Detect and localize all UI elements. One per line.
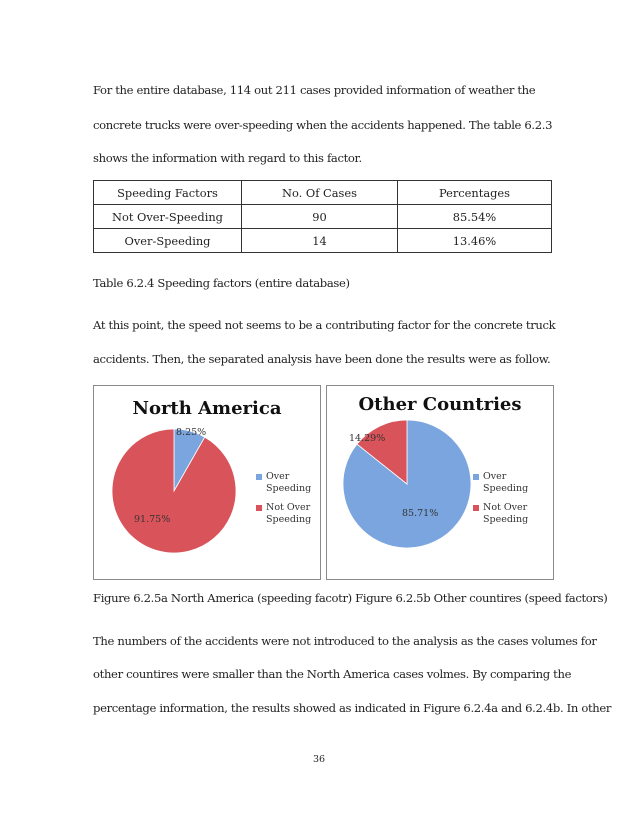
legend-text: Speeding — [266, 483, 312, 494]
legend-text: Not Over — [266, 502, 311, 513]
table-cell: 13.46% — [398, 229, 552, 253]
table-cell: 85.54% — [398, 205, 552, 229]
legend-text: Speeding — [483, 483, 529, 494]
legend — [256, 471, 311, 533]
paragraph-3-line-1: The numbers of the accidents were not introduced to the analysis as the cases volumes for — [93, 634, 597, 648]
legend — [473, 471, 528, 533]
table-cell: Not Over-Speeding — [94, 205, 242, 229]
chart-title: Other Countries — [358, 394, 522, 415]
table-caption: Table 6.2.4 Speeding factors (entire database) — [93, 276, 350, 290]
legend-item-over — [256, 471, 311, 495]
legend-text: Speeding — [483, 514, 529, 525]
north-america-chart — [93, 385, 321, 580]
table-header-cell: No. Of Cases — [242, 181, 398, 205]
legend-swatch-over — [473, 474, 479, 480]
table-header-row — [94, 181, 552, 205]
paragraph-1-line-1: For the entire database, 114 out 211 cases provided information of weather the — [93, 83, 536, 97]
legend-text: Over — [483, 471, 507, 482]
page-number: 36 — [312, 754, 326, 765]
paragraph-1-line-2: concrete trucks were over-speeding when the accidents happened. The table 6.2.3 — [93, 118, 553, 132]
table-row — [94, 229, 552, 253]
data-label-over: 8.25% — [176, 427, 207, 438]
pie-slice-not-over-speeding — [112, 429, 236, 553]
other-countries-chart — [326, 385, 554, 580]
paragraph-2-line-1: At this point, the speed not seems to be a contributing factor for the concrete truck — [93, 318, 556, 332]
legend-text: Speeding — [266, 514, 312, 525]
paragraph-3-line-3: percentage information, the results showed as indicated in Figure 6.2.4a and 6.2.4b. In other — [93, 701, 612, 715]
speeding-factors-table — [93, 180, 552, 253]
data-label-over: 85.71% — [402, 508, 439, 519]
legend-text: Not Over — [483, 502, 528, 513]
data-label-not-over: 14.29% — [349, 433, 386, 444]
legend-swatch-not-over — [473, 505, 479, 511]
data-label-not-over: 91.75% — [134, 514, 171, 525]
paragraph-2-line-2: accidents. Then, the separated analysis have been done the results were as follow. — [93, 352, 551, 366]
table-cell: Over-Speeding — [94, 229, 242, 253]
table-cell: 90 — [242, 205, 398, 229]
paragraph-3-line-2: other countires were smaller than the North America cases volmes. By comparing the — [93, 667, 572, 681]
legend-item-not-over — [473, 502, 528, 526]
legend-swatch-not-over — [256, 505, 262, 511]
table-row — [94, 205, 552, 229]
table-cell: 14 — [242, 229, 398, 253]
paragraph-1-line-3: shows the information with regard to this factor. — [93, 151, 362, 165]
legend-item-not-over — [256, 502, 311, 526]
chart-title: North America — [132, 398, 282, 419]
table-header-cell: Speeding Factors — [94, 181, 242, 205]
legend-text: Over — [266, 471, 290, 482]
figure-caption: Figure 6.2.5a North America (speeding facotr) Figure 6.2.5b Other countires (speed factors) — [93, 591, 608, 605]
legend-item-over — [473, 471, 528, 495]
table-header-cell: Percentages — [398, 181, 552, 205]
legend-swatch-over — [256, 474, 262, 480]
